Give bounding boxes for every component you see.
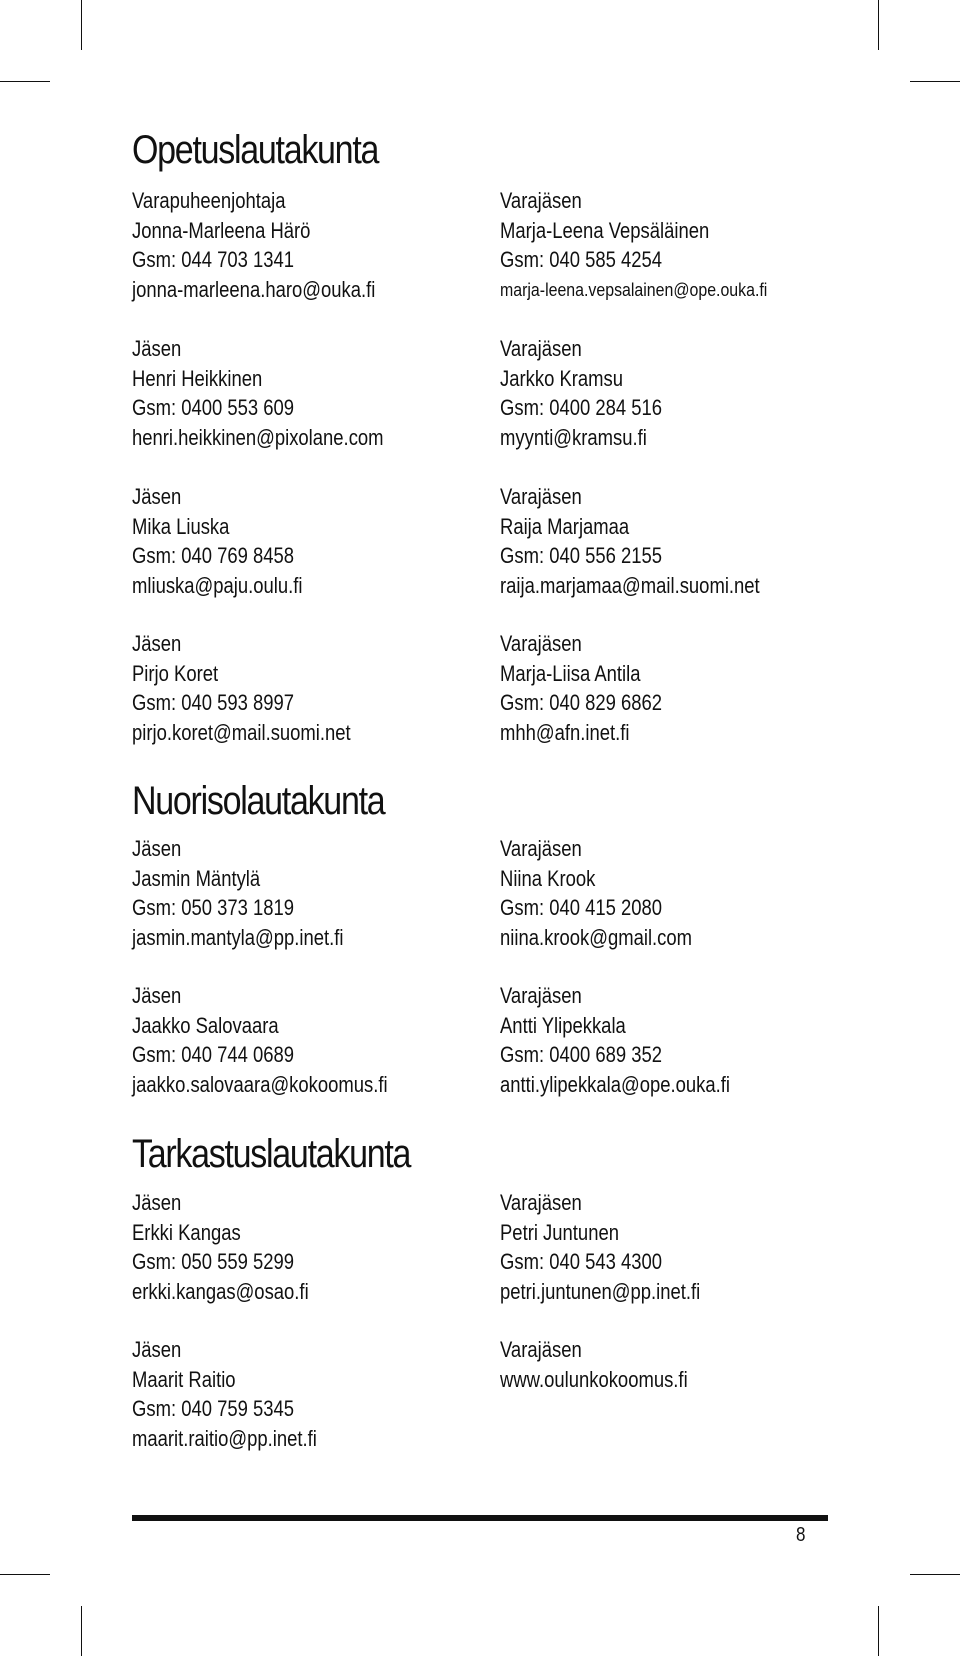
crop-mark-bottom-left-h [0,1574,50,1575]
member-phone: Gsm: 040 829 6862 [500,690,663,715]
crop-mark-top-left [81,0,82,50]
member-role: Varajäsen [500,1190,582,1215]
member-role: Jäsen [132,1190,182,1215]
member-email: jaakko.salovaara@kokoomus.fi [132,1071,388,1097]
member-phone: Gsm: 040 759 5345 [132,1396,295,1421]
member-phone: Gsm: 0400 284 516 [500,395,663,420]
crop-mark-bottom-right [878,1606,879,1656]
member-entry [500,834,734,952]
member-role: Jäsen [132,983,182,1008]
member-name: Jasmin Mäntylä [132,865,261,891]
member-role: Varajäsen [500,484,582,509]
member-entry [500,482,817,600]
member-entry [500,186,811,304]
member-entry [500,1188,744,1306]
crop-mark-top-left-h [0,81,50,82]
page-number: 8 [796,1524,806,1546]
member-role: Varapuheenjohtaja [132,188,286,213]
member-name: Maarit Raitio [132,1366,236,1392]
member-email: henri.heikkinen@pixolane.com [132,424,384,450]
member-role: Varajäsen [500,1337,582,1362]
section-title: Tarkastuslautakunta [132,1132,411,1176]
crop-mark-bottom-left [81,1606,82,1656]
member-email: niina.krook@gmail.com [500,924,693,950]
member-role: Varajäsen [500,631,582,656]
member-entry [132,981,444,1099]
member-entry [132,629,399,747]
member-role: Jäsen [132,631,182,656]
section-title: Opetuslautakunta [132,128,379,172]
member-name: Pirjo Koret [132,660,219,686]
member-email: mliuska@paju.oulu.fi [132,572,303,598]
member-role: Jäsen [132,484,182,509]
member-name: Antti Ylipekkala [500,1012,626,1038]
member-entry [132,1188,347,1306]
member-entry [132,834,390,952]
crop-mark-top-right-h [910,81,960,82]
member-email: pirjo.koret@mail.suomi.net [132,719,351,745]
member-phone: Gsm: 040 769 8458 [132,543,295,568]
member-entry [132,334,439,452]
member-email: marja-leena.vepsalainen@ope.ouka.fi [500,278,768,300]
member-email: jasmin.mantyla@pp.inet.fi [132,924,344,950]
member-email: myynti@kramsu.fi [500,424,647,450]
member-role: Varajäsen [500,983,582,1008]
member-entry [500,629,698,747]
member-name: Niina Krook [500,865,596,891]
member-email: petri.juntunen@pp.inet.fi [500,1278,701,1304]
crop-mark-top-right [878,0,879,50]
footer-rule [132,1515,828,1521]
member-email: jonna-marleena.haro@ouka.fi [132,276,376,302]
member-phone: Gsm: 040 543 4300 [500,1249,663,1274]
member-entry [500,334,698,452]
member-phone: Gsm: 040 593 8997 [132,690,295,715]
member-name: Raija Marjamaa [500,513,630,539]
member-phone: Gsm: 050 559 5299 [132,1249,295,1274]
member-entry [132,186,429,304]
member-phone: Gsm: 050 373 1819 [132,895,295,920]
member-name: www.oulunkokoomus.fi [500,1366,688,1392]
member-role: Jäsen [132,1337,182,1362]
member-email: erkki.kangas@osao.fi [132,1278,309,1304]
member-phone: Gsm: 040 744 0689 [132,1042,295,1067]
member-phone: Gsm: 040 415 2080 [500,895,663,920]
member-phone: Gsm: 040 585 4254 [500,247,663,272]
member-role: Varajäsen [500,336,582,361]
member-email: raija.marjamaa@mail.suomi.net [500,572,760,598]
member-email: antti.ylipekkala@ope.ouka.fi [500,1071,731,1097]
member-email: mhh@afn.inet.fi [500,719,630,745]
member-phone: Gsm: 0400 689 352 [500,1042,663,1067]
member-role: Jäsen [132,836,182,861]
member-name: Marja-Liisa Antila [500,660,641,686]
crop-mark-bottom-right-h [910,1574,960,1575]
member-role: Varajäsen [500,836,582,861]
member-role: Varajäsen [500,188,582,213]
member-email: maarit.raitio@pp.inet.fi [132,1425,317,1451]
member-name: Marja-Leena Vepsäläinen [500,217,710,243]
member-name: Jarkko Kramsu [500,365,624,391]
member-name: Mika Liuska [132,513,230,539]
member-name: Erkki Kangas [132,1219,241,1245]
member-phone: Gsm: 040 556 2155 [500,543,663,568]
member-entry [500,1335,729,1394]
member-phone: Gsm: 0400 553 609 [132,395,295,420]
member-name: Henri Heikkinen [132,365,263,391]
member-phone: Gsm: 044 703 1341 [132,247,295,272]
member-entry [500,981,781,1099]
member-name: Jaakko Salovaara [132,1012,279,1038]
member-role: Jäsen [132,336,182,361]
member-name: Jonna-Marleena Härö [132,217,311,243]
member-entry [132,1335,357,1453]
member-name: Petri Juntunen [500,1219,619,1245]
section-title: Nuorisolautakunta [132,779,385,823]
member-entry [132,482,340,600]
